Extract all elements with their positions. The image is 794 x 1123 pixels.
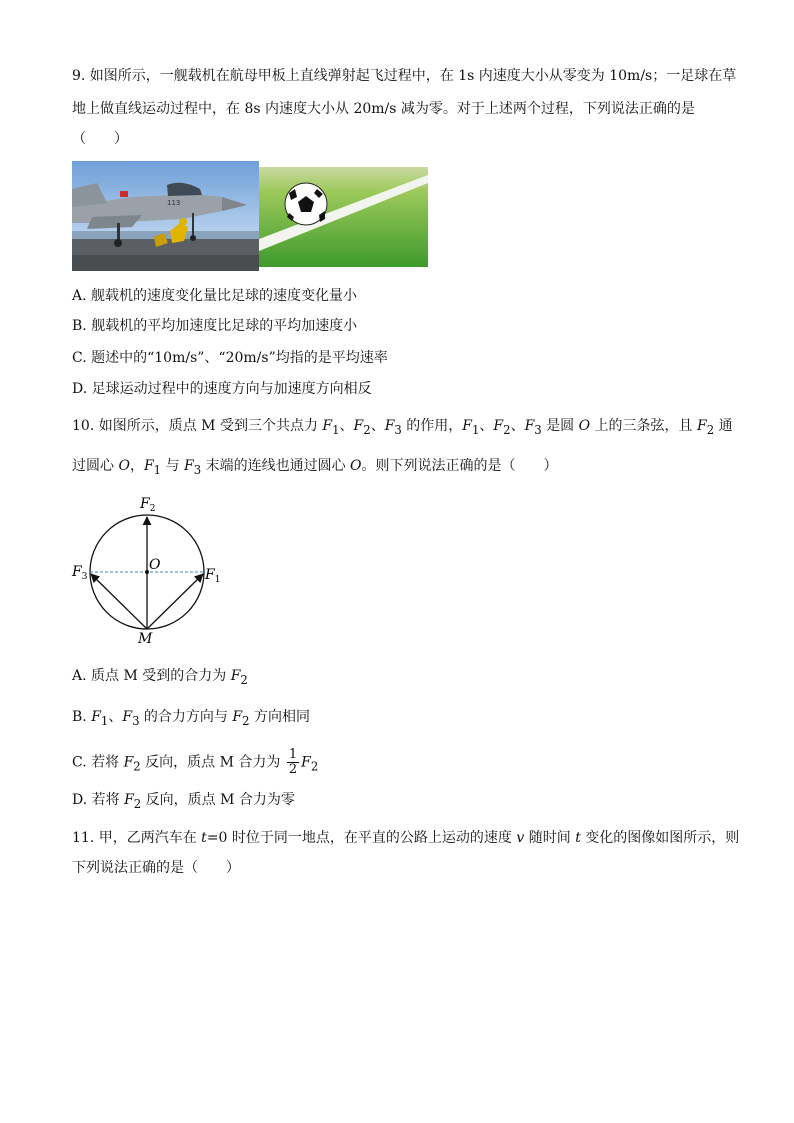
q9-stem-line2: 地上做直线运动过程中，在 8s 内速度大小从 20m/s 减为零。对于上述两个过程，下列说法正确的是 bbox=[72, 101, 695, 117]
carrier-jet-photo bbox=[72, 161, 259, 271]
force-circle-diagram bbox=[66, 490, 226, 650]
q11-stem-line1: 11. 甲，乙两汽车在 t=0 时位于同一地点，在平直的公路上运动的速度 v 随时间 t 变化的图像如图所示，则 bbox=[72, 830, 740, 846]
label-f2: $F_2$ bbox=[140, 496, 156, 514]
q10-option-a: A. 质点 M 受到的合力为 $F_2$ bbox=[72, 668, 248, 687]
q9-answer-paren: （ ） bbox=[72, 131, 128, 147]
q10-option-c: C. 若将 $F_2$ 反向，质点 M 合力为 $\frac{1}{2}$ $F_2$ bbox=[72, 747, 319, 777]
one-half-fraction: $\frac{1}{2}$ bbox=[288, 747, 298, 777]
q9-option-c: C. 题述中的“10m/s”、“20m/s”均指的是平均速率 bbox=[72, 350, 388, 366]
q9-option-a: A. 舰载机的速度变化量比足球的速度变化量小 bbox=[72, 288, 358, 304]
f1-arrow bbox=[147, 574, 203, 629]
q10-stem-line1: 10. 如图所示，质点 M 受到三个共点力 $F_1$、$F_2$、$F_3$ 的作用，$F_1$、$F_2$、$F_3$ 是圆 O 上的三条弦，且 $F_2$ 通 bbox=[72, 418, 733, 437]
q10-option-b: B. $F_1$、$F_3$ 的合力方向与 $F_2$ 方向相同 bbox=[72, 709, 310, 728]
f3-arrow bbox=[91, 574, 147, 629]
label-f1: $F_1$ bbox=[205, 567, 221, 585]
q11-stem-line2: 下列说法正确的是（ ） bbox=[72, 860, 240, 876]
label-o: O bbox=[149, 557, 161, 573]
q9-option-d: D. 足球运动过程中的速度方向与加速度方向相反 bbox=[72, 381, 372, 397]
jet-number-marking: 113 bbox=[167, 199, 181, 207]
q9-option-b: B. 舰载机的平均加速度比足球的平均加速度小 bbox=[72, 318, 358, 334]
q10-stem-line2: 过圆心 O，$F_1$ 与 $F_3$ 末端的连线也通过圆心 O。则下列说法正确的是（ ） bbox=[72, 458, 558, 477]
q10-option-d: D. 若将 $F_2$ 反向，质点 M 合力为零 bbox=[72, 792, 295, 811]
soccer-ball-photo bbox=[259, 167, 428, 267]
label-f3: $F_3$ bbox=[72, 564, 88, 582]
q9-stem-line1: 9. 如图所示，一舰载机在航母甲板上直线弹射起飞过程中，在 1s 内速度大小从零变为 10m/s；一足球在草 bbox=[72, 68, 737, 84]
label-m: M bbox=[138, 631, 153, 647]
